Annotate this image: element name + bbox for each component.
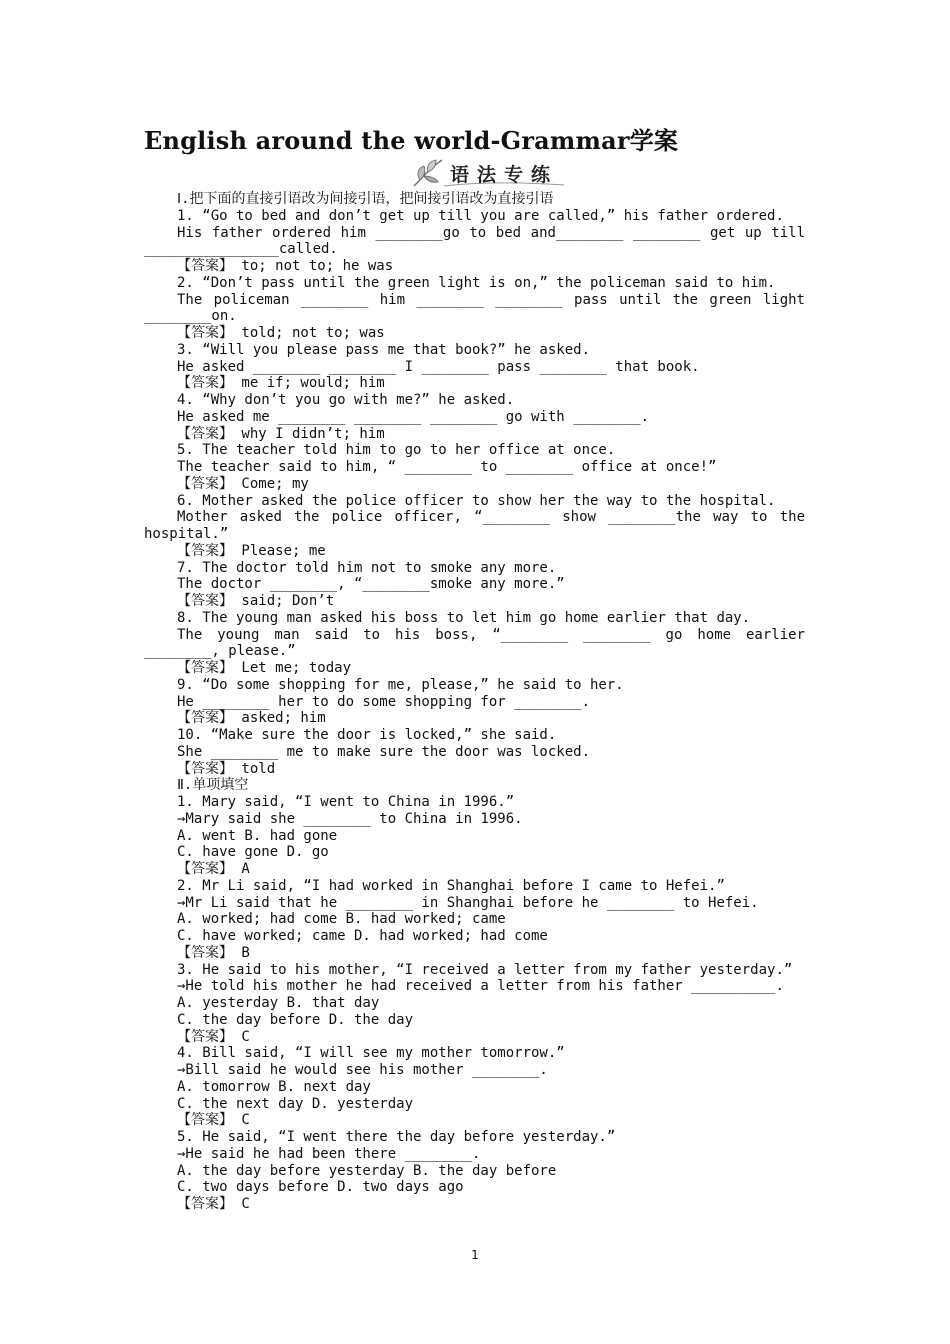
- exercise-line: A. worked; had come B. had worked; came: [177, 911, 506, 928]
- page-title: English around the world-Grammar学案: [144, 126, 679, 155]
- exercise-line: ________on.: [144, 308, 237, 325]
- exercise-line: The teacher said to him, “ ________ to ________ office at once!”: [177, 459, 717, 475]
- exercise-line: C. have gone D. go: [177, 844, 329, 861]
- exercise-line: He asked ________ ________ I ________ pass ________ that book.: [177, 358, 700, 375]
- exercise-line: A. tomorrow B. next day: [177, 1078, 371, 1095]
- answer-line: 【答案】 told: [177, 760, 276, 777]
- exercise-line: He ________ her to do some shopping for ________.: [177, 693, 591, 710]
- answer-line: 【答案】 to; not to; he was: [177, 258, 394, 274]
- exercise-line: A. went B. had gone: [177, 827, 338, 844]
- exercise-line: A. yesterday B. that day: [177, 995, 380, 1011]
- answer-line: 【答案】 asked; him: [177, 710, 326, 727]
- exercise-line: The doctor ________, “________smoke any more.”: [177, 576, 565, 593]
- exercise-line: 7. The doctor told him not to smoke any more.: [177, 559, 557, 576]
- exercise-line: 1. “Go to bed and don’t get up till you are called,” his father ordered.: [177, 207, 784, 224]
- exercise-line: 4. “Why don’t you go with me?” he asked.: [177, 392, 515, 408]
- exercise-line: A. the day before yesterday B. the day before: [177, 1162, 557, 1179]
- exercise-line: 5. He said, “I went there the day before yesterday.”: [177, 1129, 616, 1145]
- banner-label: 语法专练: [449, 163, 558, 186]
- exercise-line: Mother asked the police officer, “________ show ________the way to the: [177, 509, 805, 526]
- answer-line: 【答案】 C: [177, 1196, 250, 1212]
- exercise-line: 3. He said to his mother, “I received a letter from my father yesterday.”: [177, 961, 793, 978]
- answer-line: 【答案】 Please; me: [177, 542, 326, 559]
- answer-line: 【答案】 told; not to; was: [177, 325, 385, 341]
- exercise-line: His father ordered him ________go to bed and________ ________ get up till: [177, 224, 805, 241]
- exercise-line: hospital.”: [144, 526, 229, 542]
- exercise-line: She ________ me to make sure the door was locked.: [177, 743, 591, 760]
- answer-line: 【答案】 Let me; today: [177, 660, 352, 676]
- exercise-line: →He told his mother he had received a letter from his father __________.: [177, 978, 784, 995]
- exercise-line: C. have worked; came D. had worked; had come: [177, 928, 548, 944]
- exercise-line: Ⅰ.把下面的直接引语改为间接引语，把间接引语改为直接引语: [177, 191, 554, 207]
- answer-line: 【答案】 me if; would; him: [177, 375, 385, 392]
- answer-line: 【答案】 C: [177, 1028, 250, 1045]
- exercise-line: He asked me ________ ________ ________ go with ________.: [177, 408, 650, 425]
- exercise-line: ________________called.: [144, 241, 338, 258]
- exercise-line: The policeman ________ him ________ ________ pass until the green light: [177, 291, 805, 308]
- exercise-line: 4. Bill said, “I will see my mother tomorrow.”: [177, 1045, 565, 1062]
- exercise-line: 5. The teacher told him to go to her office at once.: [177, 442, 616, 459]
- exercise-line: C. the next day D. yesterday: [177, 1095, 414, 1112]
- exercise-line: →Mary said she ________ to China in 1996.: [177, 810, 523, 827]
- answer-line: 【答案】 why I didn’t; him: [177, 425, 385, 442]
- exercise-line: C. two days before D. two days ago: [177, 1179, 464, 1196]
- exercise-line: →Mr Li said that he ________ in Shanghai before he ________ to Hefei.: [177, 894, 759, 911]
- answer-line: 【答案】 Come; my: [177, 475, 309, 492]
- exercise-line: 10. “Make sure the door is locked,” she said.: [177, 727, 557, 743]
- exercise-line: 3. “Will you please pass me that book?” he asked.: [177, 341, 591, 358]
- answer-line: 【答案】 said; Don’t: [177, 593, 335, 609]
- answer-line: 【答案】 B: [177, 944, 250, 961]
- exercise-line: Ⅱ.单项填空: [177, 777, 249, 794]
- answer-line: 【答案】 A: [177, 861, 250, 877]
- section-banner: [408, 156, 568, 190]
- exercise-line: 2. Mr Li said, “I had worked in Shanghai before I came to Hefei.”: [177, 877, 725, 894]
- exercise-line: 8. The young man asked his boss to let him go home earlier that day.: [177, 609, 751, 626]
- exercise-line: →He said he had been there ________.: [177, 1145, 481, 1162]
- exercise-line: 9. “Do some shopping for me, please,” he said to her.: [177, 676, 624, 693]
- exercise-line: 2. “Don’t pass until the green light is on,” the policeman said to him.: [177, 274, 776, 291]
- exercise-line: 6. Mother asked the police officer to show her the way to the hospital.: [177, 492, 776, 509]
- exercise-line: C. the day before D. the day: [177, 1011, 414, 1028]
- exercise-line: The young man said to his boss, “________ ________ go home earlier: [177, 626, 805, 643]
- exercise-line: 1. Mary said, “I went to China in 1996.”: [177, 794, 515, 810]
- exercise-line: →Bill said he would see his mother ________.: [177, 1062, 548, 1078]
- answer-line: 【答案】 C: [177, 1112, 250, 1129]
- page-number: 1: [471, 1248, 479, 1262]
- exercise-line: ________, please.”: [144, 643, 296, 660]
